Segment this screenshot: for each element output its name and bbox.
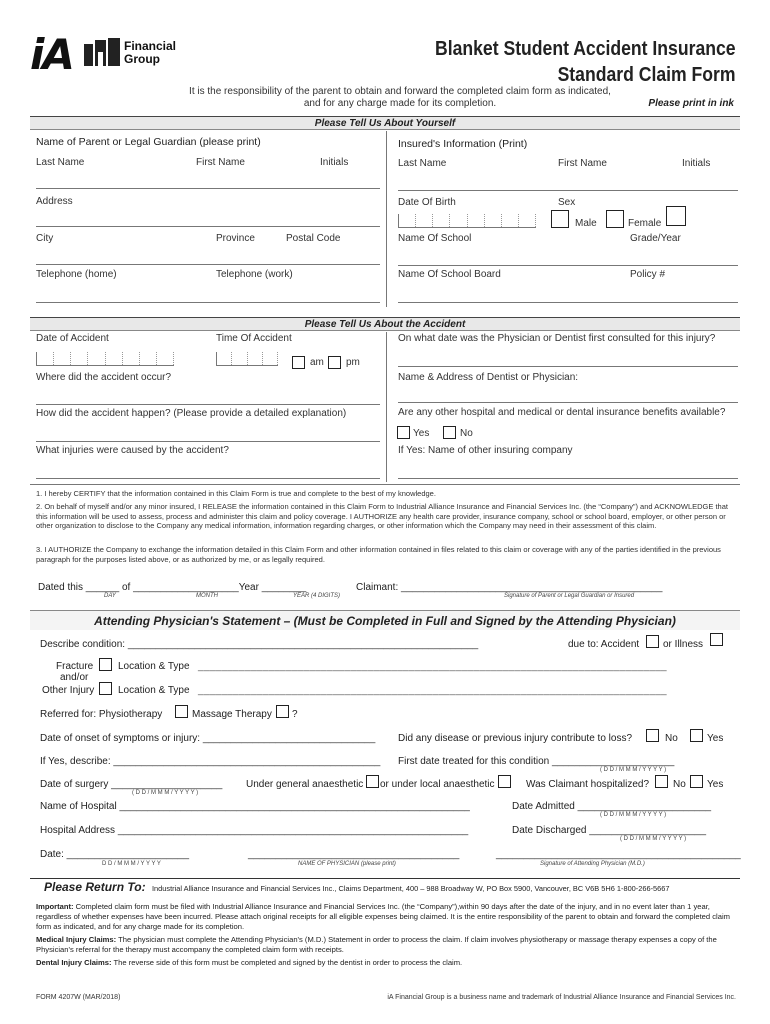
title-line2: Standard Claim Form bbox=[558, 64, 736, 86]
physiotherapy-checkbox[interactable] bbox=[175, 705, 188, 718]
surgery-date-field[interactable]: Date of surgery ____________________ bbox=[40, 779, 223, 790]
referred-label: Referred for: Physiotherapy bbox=[40, 709, 163, 720]
injuries-field[interactable] bbox=[36, 478, 380, 479]
section-about-accident: Please Tell Us About the Accident bbox=[30, 317, 740, 331]
school-field[interactable] bbox=[398, 265, 738, 266]
parent-name-field[interactable] bbox=[36, 188, 380, 189]
fracture-location-field[interactable]: ________________________________________________________________________________ bbox=[198, 661, 667, 672]
parent-header: Name of Parent or Legal Guardian (please print) bbox=[36, 136, 261, 148]
parent-initials-label: Initials bbox=[320, 157, 349, 168]
hospitalized-no-label: No bbox=[673, 779, 686, 790]
physician-name-field[interactable]: ______________________________________ bbox=[248, 849, 460, 860]
other-insurance-label: Are any other hospital and medical or dental insurance benefits available? bbox=[398, 407, 726, 418]
print-in-ink-note: Please print in ink bbox=[648, 98, 734, 109]
female-checkbox[interactable] bbox=[666, 206, 686, 226]
other-injury-location-field[interactable]: ________________________________________________________________________________ bbox=[198, 685, 667, 696]
first-treated-format: ( D D / M M M / Y Y Y Y ) bbox=[600, 767, 667, 773]
other-ins-yes-checkbox[interactable] bbox=[397, 426, 410, 439]
month-caption: MONTH bbox=[196, 593, 218, 599]
due-to-accident-label: due to: Accident bbox=[568, 639, 640, 650]
dental-claims-label: Dental Injury Claims: bbox=[36, 958, 112, 967]
title-line1: Blanket Student Accident Insurance bbox=[435, 38, 736, 60]
fracture-checkbox[interactable] bbox=[99, 658, 112, 671]
sex-label: Sex bbox=[558, 197, 576, 208]
female-label: Female bbox=[628, 218, 662, 229]
hospital-address-field[interactable]: Hospital Address _______________________________________________________________ bbox=[40, 825, 469, 836]
postal-code-label: Postal Code bbox=[286, 233, 341, 244]
legal-release: 2. On behalf of myself and/or any minor insured, I RELEASE the information contained in this Claim Form to Industrial Alliance Insurance and Financial Services Inc. (the “Company”) and ACKNOWLEDGE that this information will be used to assess, process and administer this claim and policy coverage. I AUTHORIZE any health care provider, insurance company, school or school board, employer, or other person or other organization to disclose to the Company any medical information, information regarding charges, or other information which the Company may need in their assessment of this claim. bbox=[36, 502, 728, 530]
and-or-label: and/or bbox=[60, 672, 89, 683]
onset-date-field[interactable]: Date of onset of symptoms or injury: _______________________________ bbox=[40, 733, 376, 744]
male-checkbox[interactable] bbox=[551, 210, 569, 228]
physician-name-caption: NAME OF PHYSICIAN (please print) bbox=[298, 861, 396, 867]
local-anaesthetic-checkbox[interactable] bbox=[498, 775, 511, 788]
first-treated-field[interactable]: First date treated for this condition ______________________ bbox=[398, 756, 675, 767]
other-injury-location-label: Location & Type bbox=[118, 685, 190, 696]
admitted-format: ( D D / M M M / Y Y Y Y ) bbox=[600, 812, 667, 818]
other-injury-checkbox[interactable] bbox=[99, 682, 112, 695]
hospitalized-yes-label: Yes bbox=[707, 779, 724, 790]
policy-label: Policy # bbox=[630, 269, 666, 280]
insured-last-name-label: Last Name bbox=[398, 158, 447, 169]
important-notes bbox=[36, 902, 736, 968]
physician-date-field[interactable]: Date: ______________________ bbox=[40, 849, 190, 860]
dob-label: Date Of Birth bbox=[398, 197, 456, 208]
brand-line1: Financial bbox=[124, 39, 177, 53]
trademark-notice: iA Financial Group is a business name and trademark of Industrial Alliance Insurance and Financial Services Inc. bbox=[387, 994, 736, 1001]
dated-this-field[interactable]: Dated this ______ of ___________________Year ________ bbox=[38, 582, 307, 593]
physician-sig-caption: Signature of Attending Physician (M.D.) bbox=[540, 861, 645, 867]
other-ins-no-checkbox[interactable] bbox=[443, 426, 456, 439]
hospitalized-label: Was Claimant hospitalized? bbox=[526, 779, 650, 790]
year-caption: YEAR (4 DIGITS) bbox=[293, 593, 341, 599]
intro-line2: and for any charge made for its completion. bbox=[303, 98, 497, 109]
physician-date-format: D D / M M M / Y Y Y Y bbox=[102, 861, 161, 867]
am-checkbox[interactable] bbox=[292, 356, 305, 369]
how-field[interactable] bbox=[36, 441, 380, 442]
brand-name bbox=[124, 40, 176, 66]
tel-home-label: Telephone (home) bbox=[36, 269, 117, 280]
grade-label: Grade/Year bbox=[630, 233, 681, 244]
insured-initials-label: Initials bbox=[682, 158, 711, 169]
other-company-label: If Yes: Name of other insuring company bbox=[398, 445, 573, 456]
injuries-label: What injuries were caused by the accident? bbox=[36, 445, 229, 456]
day-caption: DAY bbox=[104, 593, 116, 599]
return-address: Industrial Alliance Insurance and Financial Services Inc., Claims Department, 400 – 988 Broadway W, PO Box 5900, Vancouver, BC V6B 5H6 1-800-266-5667 bbox=[152, 884, 670, 893]
accident-time-boxes[interactable] bbox=[216, 352, 278, 366]
important-label: Important: bbox=[36, 902, 74, 911]
female-checkbox-left[interactable] bbox=[606, 210, 624, 228]
hospitalized-yes-checkbox[interactable] bbox=[690, 775, 703, 788]
physician-statement-title: Attending Physician's Statement – (Must be Completed in Full and Signed by the Attending Physician) bbox=[30, 610, 740, 630]
company-logo-icon bbox=[84, 38, 120, 66]
date-discharged-field[interactable]: Date Discharged _____________________ bbox=[512, 825, 707, 836]
address-label: Address bbox=[36, 196, 73, 207]
disease-no-label: No bbox=[665, 733, 678, 744]
intro-text bbox=[120, 86, 680, 110]
hospital-name-field[interactable]: Name of Hospital _______________________________________________________________ bbox=[40, 801, 470, 812]
am-label: am bbox=[310, 357, 324, 368]
other-ins-no-label: No bbox=[460, 428, 473, 439]
medical-claims-label: Medical Injury Claims: bbox=[36, 935, 117, 944]
physician-date-field[interactable] bbox=[398, 366, 738, 367]
form-number: FORM 4207W (MAR/2018) bbox=[36, 994, 121, 1001]
dob-boxes[interactable] bbox=[398, 214, 536, 228]
province-label: Province bbox=[216, 233, 255, 244]
where-label: Where did the accident occur? bbox=[36, 372, 172, 383]
male-label: Male bbox=[575, 218, 597, 229]
return-to-label: Please Return To: bbox=[44, 880, 146, 894]
disease-yes-label: Yes bbox=[707, 733, 724, 744]
general-anaesthetic-label: Under general anaesthetic bbox=[246, 779, 364, 790]
or-illness-label: or Illness bbox=[663, 639, 704, 650]
pm-checkbox[interactable] bbox=[328, 356, 341, 369]
parent-last-name-label: Last Name bbox=[36, 157, 85, 168]
other-injury-label: Other Injury bbox=[42, 685, 95, 696]
city-field[interactable] bbox=[36, 264, 380, 265]
if-yes-describe-field[interactable]: If Yes, describe: ________________________________________________ bbox=[40, 756, 381, 767]
time-accident-label: Time Of Accident bbox=[216, 333, 292, 344]
date-accident-label: Date of Accident bbox=[36, 333, 109, 344]
intro-line1: It is the responsibility of the parent to obtain and forward the completed claim form as indicated, bbox=[189, 86, 611, 97]
important-text: Completed claim form must be filed with Industrial Alliance Insurance and Financial Services Inc. (the “Company”),within 90 days after the date of the injury, and in no event later than 1 year, regardless of whether expenses have been incurred. Please attach original receipts for all eligible expenses being claimed. It is the entire responsibility of the parent to obtain and forward the completed claim form as indicated, and for any charge made for its completion. bbox=[36, 902, 730, 931]
fracture-label: Fracture bbox=[56, 661, 94, 672]
fracture-location-label: Location & Type bbox=[118, 661, 190, 672]
disease-no-checkbox[interactable] bbox=[646, 729, 659, 742]
local-anaesthetic-label: or under local anaesthetic bbox=[380, 779, 495, 790]
surgery-date-format: ( D D / M M M / Y Y Y Y ) bbox=[132, 790, 199, 796]
legal-certify: 1. I hereby CERTIFY that the information contained in this Claim Form is true and complete to the best of my knowledge. bbox=[36, 489, 436, 498]
school-board-field[interactable] bbox=[398, 302, 738, 303]
insured-header: Insured's Information (Print) bbox=[398, 138, 528, 150]
where-field[interactable] bbox=[36, 404, 380, 405]
section2-divider bbox=[386, 332, 387, 482]
address-field[interactable] bbox=[36, 226, 380, 227]
section1-divider bbox=[386, 131, 387, 307]
disease-contribute-label: Did any disease or previous injury contribute to loss? bbox=[398, 733, 633, 744]
telephone-field[interactable] bbox=[36, 302, 380, 303]
pm-label: pm bbox=[346, 357, 360, 368]
school-board-label: Name Of School Board bbox=[398, 269, 501, 280]
section-about-yourself: Please Tell Us About Yourself bbox=[30, 116, 740, 130]
referred-question-mark: ? bbox=[292, 709, 298, 720]
legal-separator bbox=[30, 484, 740, 485]
other-company-field[interactable] bbox=[398, 478, 738, 479]
other-ins-yes-label: Yes bbox=[413, 428, 430, 439]
brand-mark: iA bbox=[30, 30, 73, 79]
insured-name-field[interactable] bbox=[398, 190, 738, 191]
how-label: How did the accident happen? (Please provide a detailed explanation) bbox=[36, 408, 347, 419]
legal-authorize: 3. I AUTHORIZE the Company to exchange the information detailed in this Claim Form and other information contained in files related to this claim or coverage with any of the parties identified in the previous paragraph for the purposes listed above, or as authorized by me, or as legally required. bbox=[36, 545, 721, 564]
disease-yes-checkbox[interactable] bbox=[690, 729, 703, 742]
hospitalized-no-checkbox[interactable] bbox=[655, 775, 668, 788]
tel-work-label: Telephone (work) bbox=[216, 269, 293, 280]
describe-condition-field[interactable]: Describe condition: _______________________________________________________________ bbox=[40, 639, 479, 650]
physician-signature-field[interactable]: ____________________________________________ bbox=[496, 849, 741, 860]
school-label: Name Of School bbox=[398, 233, 472, 244]
illness-checkbox[interactable] bbox=[710, 633, 723, 646]
parent-first-name-label: First Name bbox=[196, 157, 245, 168]
date-admitted-field[interactable]: Date Admitted ________________________ bbox=[512, 801, 712, 812]
city-label: City bbox=[36, 233, 54, 244]
dentist-label: Name & Address of Dentist or Physician: bbox=[398, 372, 579, 383]
massage-label: Massage Therapy bbox=[192, 709, 272, 720]
accident-date-boxes[interactable] bbox=[36, 352, 174, 366]
massage-checkbox[interactable] bbox=[276, 705, 289, 718]
insured-first-name-label: First Name bbox=[558, 158, 607, 169]
general-anaesthetic-checkbox[interactable] bbox=[366, 775, 379, 788]
brand-line2: Group bbox=[124, 52, 160, 66]
medical-claims-text: The physician must complete the Attending Physician's (M.D.) Statement in order to process the claim. If claim involves physiotherapy or massage therapy expenses a copy of the Physician's referral for the therapy must accompany the completed claim form with receipts. bbox=[36, 935, 717, 954]
accident-checkbox[interactable] bbox=[646, 635, 659, 648]
physician-date-label: On what date was the Physician or Dentist first consulted for this injury? bbox=[398, 333, 716, 344]
claimant-signature-field[interactable]: Claimant: _______________________________________________ bbox=[356, 582, 663, 593]
claimant-sig-caption: Signature of Parent or Legal Guardian or Insured bbox=[504, 593, 635, 599]
dentist-field[interactable] bbox=[398, 402, 738, 403]
dental-claims-text: The reverse side of this form must be completed and signed by the dentist in order to process the claim. bbox=[111, 958, 463, 967]
form-title bbox=[435, 36, 736, 88]
discharged-format: ( D D / M M M / Y Y Y Y ) bbox=[620, 836, 687, 842]
